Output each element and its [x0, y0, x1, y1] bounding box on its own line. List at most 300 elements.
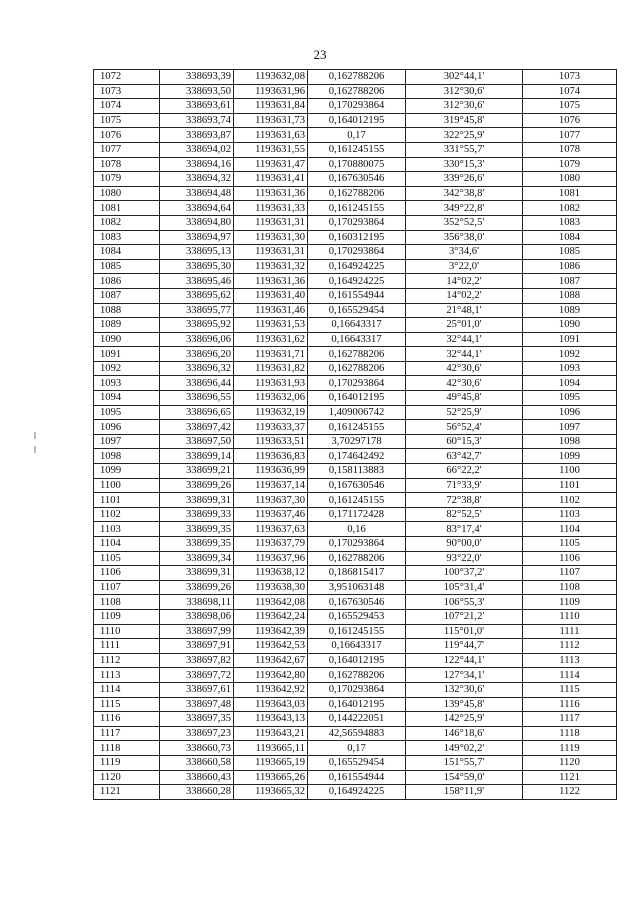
table-row [94, 157, 617, 172]
next-point-cell: 1114 [523, 668, 617, 683]
point-number-cell: 1115 [94, 697, 160, 712]
distance-cell: 0,164924225 [308, 274, 406, 289]
y-coordinate-cell: 1193631,30 [234, 230, 308, 245]
point-number-cell: 1121 [94, 785, 160, 800]
distance-cell: 0,170293864 [308, 376, 406, 391]
next-point-cell: 1092 [523, 347, 617, 362]
next-point-cell: 1097 [523, 420, 617, 435]
next-point-cell: 1106 [523, 551, 617, 566]
next-point-cell: 1110 [523, 609, 617, 624]
x-coordinate-cell: 338695,92 [160, 318, 234, 333]
point-number-cell: 1073 [94, 84, 160, 99]
point-number-cell: 1087 [94, 288, 160, 303]
y-coordinate-cell: 1193665,19 [234, 755, 308, 770]
bearing-angle-cell: 149°02,2' [406, 741, 523, 756]
next-point-cell: 1074 [523, 84, 617, 99]
bearing-angle-cell: 66°22,2' [406, 464, 523, 479]
point-number-cell: 1089 [94, 318, 160, 333]
y-coordinate-cell: 1193642,08 [234, 595, 308, 610]
y-coordinate-cell: 1193631,55 [234, 142, 308, 157]
scan-mark [34, 446, 36, 453]
distance-cell: 0,170293864 [308, 245, 406, 260]
table-row [94, 420, 617, 435]
x-coordinate-cell: 338695,46 [160, 274, 234, 289]
next-point-cell: 1095 [523, 391, 617, 406]
table-row [94, 361, 617, 376]
point-number-cell: 1082 [94, 215, 160, 230]
y-coordinate-cell: 1193631,36 [234, 186, 308, 201]
y-coordinate-cell: 1193631,41 [234, 172, 308, 187]
distance-cell: 0,167630546 [308, 478, 406, 493]
bearing-angle-cell: 142°25,9' [406, 712, 523, 727]
y-coordinate-cell: 1193631,31 [234, 245, 308, 260]
next-point-cell: 1117 [523, 712, 617, 727]
next-point-cell: 1099 [523, 449, 617, 464]
next-point-cell: 1094 [523, 376, 617, 391]
point-number-cell: 1099 [94, 464, 160, 479]
table-row [94, 493, 617, 508]
point-number-cell: 1075 [94, 113, 160, 128]
y-coordinate-cell: 1193632,19 [234, 405, 308, 420]
distance-cell: 0,161554944 [308, 770, 406, 785]
y-coordinate-cell: 1193637,79 [234, 537, 308, 552]
bearing-angle-cell: 127°34,1' [406, 668, 523, 683]
y-coordinate-cell: 1193633,51 [234, 434, 308, 449]
bearing-angle-cell: 352°52,5' [406, 215, 523, 230]
point-number-cell: 1109 [94, 609, 160, 624]
x-coordinate-cell: 338696,44 [160, 376, 234, 391]
distance-cell: 0,17 [308, 741, 406, 756]
next-point-cell: 1075 [523, 99, 617, 114]
y-coordinate-cell: 1193631,40 [234, 288, 308, 303]
x-coordinate-cell: 338699,33 [160, 507, 234, 522]
distance-cell: 0,167630546 [308, 595, 406, 610]
distance-cell: 0,161245155 [308, 142, 406, 157]
point-number-cell: 1088 [94, 303, 160, 318]
bearing-angle-cell: 356°38,0' [406, 230, 523, 245]
point-number-cell: 1118 [94, 741, 160, 756]
table-row [94, 405, 617, 420]
point-number-cell: 1092 [94, 361, 160, 376]
distance-cell: 0,165529454 [308, 755, 406, 770]
next-point-cell: 1079 [523, 157, 617, 172]
distance-cell: 0,162788206 [308, 361, 406, 376]
y-coordinate-cell: 1193632,06 [234, 391, 308, 406]
x-coordinate-cell: 338694,48 [160, 186, 234, 201]
distance-cell: 0,162788206 [308, 551, 406, 566]
distance-cell: 0,162788206 [308, 70, 406, 85]
bearing-angle-cell: 342°38,8' [406, 186, 523, 201]
x-coordinate-cell: 338699,34 [160, 551, 234, 566]
y-coordinate-cell: 1193637,63 [234, 522, 308, 537]
distance-cell: 0,160312195 [308, 230, 406, 245]
x-coordinate-cell: 338697,72 [160, 668, 234, 683]
next-point-cell: 1093 [523, 361, 617, 376]
distance-cell: 0,164012195 [308, 391, 406, 406]
x-coordinate-cell: 338693,50 [160, 84, 234, 99]
next-point-cell: 1081 [523, 186, 617, 201]
distance-cell: 0,162788206 [308, 668, 406, 683]
y-coordinate-cell: 1193631,84 [234, 99, 308, 114]
next-point-cell: 1112 [523, 639, 617, 654]
bearing-angle-cell: 56°52,4' [406, 420, 523, 435]
table-row [94, 609, 617, 624]
point-number-cell: 1077 [94, 142, 160, 157]
distance-cell: 0,170293864 [308, 99, 406, 114]
bearing-angle-cell: 90°00,0' [406, 537, 523, 552]
table-row [94, 259, 617, 274]
next-point-cell: 1088 [523, 288, 617, 303]
y-coordinate-cell: 1193633,37 [234, 420, 308, 435]
y-coordinate-cell: 1193636,83 [234, 449, 308, 464]
point-number-cell: 1091 [94, 347, 160, 362]
point-number-cell: 1108 [94, 595, 160, 610]
table-row [94, 507, 617, 522]
x-coordinate-cell: 338697,35 [160, 712, 234, 727]
y-coordinate-cell: 1193631,96 [234, 84, 308, 99]
x-coordinate-cell: 338696,55 [160, 391, 234, 406]
table-row [94, 551, 617, 566]
table-row [94, 70, 617, 85]
next-point-cell: 1080 [523, 172, 617, 187]
next-point-cell: 1121 [523, 770, 617, 785]
bearing-angle-cell: 32°44,1' [406, 347, 523, 362]
next-point-cell: 1087 [523, 274, 617, 289]
x-coordinate-cell: 338693,39 [160, 70, 234, 85]
bearing-angle-cell: 322°25,9' [406, 128, 523, 143]
y-coordinate-cell: 1193642,53 [234, 639, 308, 654]
distance-cell: 0,17 [308, 128, 406, 143]
bearing-angle-cell: 63°42,7' [406, 449, 523, 464]
table-row [94, 172, 617, 187]
distance-cell: 0,158113883 [308, 464, 406, 479]
distance-cell: 0,164012195 [308, 113, 406, 128]
table-row [94, 230, 617, 245]
x-coordinate-cell: 338697,42 [160, 420, 234, 435]
x-coordinate-cell: 338699,21 [160, 464, 234, 479]
x-coordinate-cell: 338693,61 [160, 99, 234, 114]
y-coordinate-cell: 1193631,82 [234, 361, 308, 376]
distance-cell: 0,170880075 [308, 157, 406, 172]
table-row [94, 303, 617, 318]
next-point-cell: 1119 [523, 741, 617, 756]
x-coordinate-cell: 338694,32 [160, 172, 234, 187]
bearing-angle-cell: 331°55,7' [406, 142, 523, 157]
y-coordinate-cell: 1193631,33 [234, 201, 308, 216]
y-coordinate-cell: 1193631,47 [234, 157, 308, 172]
x-coordinate-cell: 338660,43 [160, 770, 234, 785]
page-number: 23 [313, 47, 327, 62]
distance-cell: 0,16643317 [308, 332, 406, 347]
table-row [94, 128, 617, 143]
point-number-cell: 1103 [94, 522, 160, 537]
next-point-cell: 1090 [523, 318, 617, 333]
x-coordinate-cell: 338699,31 [160, 566, 234, 581]
bearing-angle-cell: 319°45,8' [406, 113, 523, 128]
next-point-cell: 1082 [523, 201, 617, 216]
bearing-angle-cell: 72°38,8' [406, 493, 523, 508]
table-row [94, 434, 617, 449]
next-point-cell: 1109 [523, 595, 617, 610]
x-coordinate-cell: 338699,26 [160, 580, 234, 595]
next-point-cell: 1084 [523, 230, 617, 245]
point-number-cell: 1093 [94, 376, 160, 391]
bearing-angle-cell: 3°34,6' [406, 245, 523, 260]
point-number-cell: 1090 [94, 332, 160, 347]
x-coordinate-cell: 338699,31 [160, 493, 234, 508]
x-coordinate-cell: 338695,13 [160, 245, 234, 260]
bearing-angle-cell: 100°37,2' [406, 566, 523, 581]
distance-cell: 0,170293864 [308, 215, 406, 230]
bearing-angle-cell: 52°25,9' [406, 405, 523, 420]
x-coordinate-cell: 338697,99 [160, 624, 234, 639]
next-point-cell: 1113 [523, 653, 617, 668]
bearing-angle-cell: 82°52,5' [406, 507, 523, 522]
coordinates-table [93, 69, 617, 800]
bearing-angle-cell: 154°59,0' [406, 770, 523, 785]
distance-cell: 0,164012195 [308, 697, 406, 712]
point-number-cell: 1081 [94, 201, 160, 216]
next-point-cell: 1077 [523, 128, 617, 143]
next-point-cell: 1104 [523, 522, 617, 537]
bearing-angle-cell: 83°17,4' [406, 522, 523, 537]
table-row [94, 653, 617, 668]
table-row [94, 522, 617, 537]
bearing-angle-cell: 42°30,6' [406, 361, 523, 376]
table-row [94, 113, 617, 128]
bearing-angle-cell: 3°22,0' [406, 259, 523, 274]
bearing-angle-cell: 122°44,1' [406, 653, 523, 668]
distance-cell: 0,16 [308, 522, 406, 537]
bearing-angle-cell: 146°18,6' [406, 726, 523, 741]
y-coordinate-cell: 1193631,71 [234, 347, 308, 362]
distance-cell: 0,161245155 [308, 493, 406, 508]
distance-cell: 0,162788206 [308, 347, 406, 362]
distance-cell: 0,161245155 [308, 624, 406, 639]
bearing-angle-cell: 49°45,8' [406, 391, 523, 406]
point-number-cell: 1101 [94, 493, 160, 508]
x-coordinate-cell: 338694,80 [160, 215, 234, 230]
x-coordinate-cell: 338696,65 [160, 405, 234, 420]
y-coordinate-cell: 1193665,11 [234, 741, 308, 756]
x-coordinate-cell: 338693,74 [160, 113, 234, 128]
y-coordinate-cell: 1193643,13 [234, 712, 308, 727]
next-point-cell: 1107 [523, 566, 617, 581]
table-row [94, 84, 617, 99]
bearing-angle-cell: 107°21,2' [406, 609, 523, 624]
next-point-cell: 1098 [523, 434, 617, 449]
x-coordinate-cell: 338699,14 [160, 449, 234, 464]
bearing-angle-cell: 312°30,6' [406, 84, 523, 99]
point-number-cell: 1074 [94, 99, 160, 114]
table-row [94, 712, 617, 727]
table-row [94, 215, 617, 230]
x-coordinate-cell: 338695,62 [160, 288, 234, 303]
y-coordinate-cell: 1193665,32 [234, 785, 308, 800]
table-row [94, 668, 617, 683]
y-coordinate-cell: 1193643,21 [234, 726, 308, 741]
next-point-cell: 1089 [523, 303, 617, 318]
x-coordinate-cell: 338696,06 [160, 332, 234, 347]
bearing-angle-cell: 105°31,4' [406, 580, 523, 595]
y-coordinate-cell: 1193631,46 [234, 303, 308, 318]
next-point-cell: 1102 [523, 493, 617, 508]
distance-cell: 0,162788206 [308, 186, 406, 201]
point-number-cell: 1112 [94, 653, 160, 668]
point-number-cell: 1085 [94, 259, 160, 274]
next-point-cell: 1118 [523, 726, 617, 741]
distance-cell: 0,186815417 [308, 566, 406, 581]
distance-cell: 0,167630546 [308, 172, 406, 187]
table-row [94, 770, 617, 785]
table-row [94, 99, 617, 114]
table-row [94, 347, 617, 362]
x-coordinate-cell: 338699,35 [160, 522, 234, 537]
next-point-cell: 1100 [523, 464, 617, 479]
point-number-cell: 1114 [94, 682, 160, 697]
distance-cell: 1,409006742 [308, 405, 406, 420]
next-point-cell: 1073 [523, 70, 617, 85]
bearing-angle-cell: 115°01,0' [406, 624, 523, 639]
point-number-cell: 1072 [94, 70, 160, 85]
point-number-cell: 1097 [94, 434, 160, 449]
bearing-angle-cell: 14°02,2' [406, 288, 523, 303]
y-coordinate-cell: 1193632,08 [234, 70, 308, 85]
x-coordinate-cell: 338694,16 [160, 157, 234, 172]
table-row [94, 697, 617, 712]
table-row [94, 478, 617, 493]
table-row [94, 595, 617, 610]
table-row [94, 464, 617, 479]
next-point-cell: 1122 [523, 785, 617, 800]
table-row [94, 332, 617, 347]
next-point-cell: 1101 [523, 478, 617, 493]
point-number-cell: 1094 [94, 391, 160, 406]
point-number-cell: 1096 [94, 420, 160, 435]
distance-cell: 0,170293864 [308, 682, 406, 697]
next-point-cell: 1083 [523, 215, 617, 230]
x-coordinate-cell: 338697,48 [160, 697, 234, 712]
x-coordinate-cell: 338660,58 [160, 755, 234, 770]
table-row [94, 274, 617, 289]
next-point-cell: 1091 [523, 332, 617, 347]
point-number-cell: 1079 [94, 172, 160, 187]
point-number-cell: 1119 [94, 755, 160, 770]
point-number-cell: 1117 [94, 726, 160, 741]
point-number-cell: 1107 [94, 580, 160, 595]
point-number-cell: 1083 [94, 230, 160, 245]
table-row [94, 580, 617, 595]
table-row [94, 318, 617, 333]
point-number-cell: 1110 [94, 624, 160, 639]
table-row [94, 755, 617, 770]
bearing-angle-cell: 132°30,6' [406, 682, 523, 697]
y-coordinate-cell: 1193637,96 [234, 551, 308, 566]
distance-cell: 0,170293864 [308, 537, 406, 552]
point-number-cell: 1098 [94, 449, 160, 464]
distance-cell: 0,144222051 [308, 712, 406, 727]
x-coordinate-cell: 338694,64 [160, 201, 234, 216]
y-coordinate-cell: 1193631,62 [234, 332, 308, 347]
y-coordinate-cell: 1193642,39 [234, 624, 308, 639]
y-coordinate-cell: 1193631,36 [234, 274, 308, 289]
y-coordinate-cell: 1193642,92 [234, 682, 308, 697]
x-coordinate-cell: 338698,06 [160, 609, 234, 624]
next-point-cell: 1078 [523, 142, 617, 157]
distance-cell: 0,161245155 [308, 420, 406, 435]
point-number-cell: 1120 [94, 770, 160, 785]
y-coordinate-cell: 1193638,12 [234, 566, 308, 581]
next-point-cell: 1105 [523, 537, 617, 552]
point-number-cell: 1076 [94, 128, 160, 143]
next-point-cell: 1115 [523, 682, 617, 697]
table-row [94, 726, 617, 741]
y-coordinate-cell: 1193631,53 [234, 318, 308, 333]
point-number-cell: 1102 [94, 507, 160, 522]
bearing-angle-cell: 42°30,6' [406, 376, 523, 391]
bearing-angle-cell: 71°33,9' [406, 478, 523, 493]
y-coordinate-cell: 1193636,99 [234, 464, 308, 479]
next-point-cell: 1076 [523, 113, 617, 128]
table-row [94, 186, 617, 201]
bearing-angle-cell: 139°45,8' [406, 697, 523, 712]
distance-cell: 0,164924225 [308, 785, 406, 800]
x-coordinate-cell: 338695,77 [160, 303, 234, 318]
distance-cell: 0,164924225 [308, 259, 406, 274]
y-coordinate-cell: 1193642,24 [234, 609, 308, 624]
table-row [94, 682, 617, 697]
bearing-angle-cell: 25°01,0' [406, 318, 523, 333]
x-coordinate-cell: 338696,32 [160, 361, 234, 376]
bearing-angle-cell: 312°30,6' [406, 99, 523, 114]
table-row [94, 624, 617, 639]
next-point-cell: 1120 [523, 755, 617, 770]
x-coordinate-cell: 338699,35 [160, 537, 234, 552]
point-number-cell: 1078 [94, 157, 160, 172]
distance-cell: 0,165529454 [308, 303, 406, 318]
bearing-angle-cell: 158°11,9' [406, 785, 523, 800]
table-row [94, 537, 617, 552]
x-coordinate-cell: 338697,61 [160, 682, 234, 697]
bearing-angle-cell: 106°55,3' [406, 595, 523, 610]
x-coordinate-cell: 338694,97 [160, 230, 234, 245]
scan-mark [34, 432, 36, 439]
next-point-cell: 1108 [523, 580, 617, 595]
next-point-cell: 1111 [523, 624, 617, 639]
y-coordinate-cell: 1193638,30 [234, 580, 308, 595]
bearing-angle-cell: 32°44,1' [406, 332, 523, 347]
y-coordinate-cell: 1193631,63 [234, 128, 308, 143]
point-number-cell: 1100 [94, 478, 160, 493]
x-coordinate-cell: 338693,87 [160, 128, 234, 143]
y-coordinate-cell: 1193631,73 [234, 113, 308, 128]
distance-cell: 0,164012195 [308, 653, 406, 668]
bearing-angle-cell: 93°22,0' [406, 551, 523, 566]
table-row [94, 639, 617, 654]
x-coordinate-cell: 338696,20 [160, 347, 234, 362]
point-number-cell: 1104 [94, 537, 160, 552]
table-row [94, 741, 617, 756]
y-coordinate-cell: 1193642,67 [234, 653, 308, 668]
table-row [94, 245, 617, 260]
x-coordinate-cell: 338695,30 [160, 259, 234, 274]
next-point-cell: 1086 [523, 259, 617, 274]
bearing-angle-cell: 349°22,8' [406, 201, 523, 216]
table-row [94, 288, 617, 303]
bearing-angle-cell: 21°48,1' [406, 303, 523, 318]
x-coordinate-cell: 338697,50 [160, 434, 234, 449]
y-coordinate-cell: 1193631,31 [234, 215, 308, 230]
